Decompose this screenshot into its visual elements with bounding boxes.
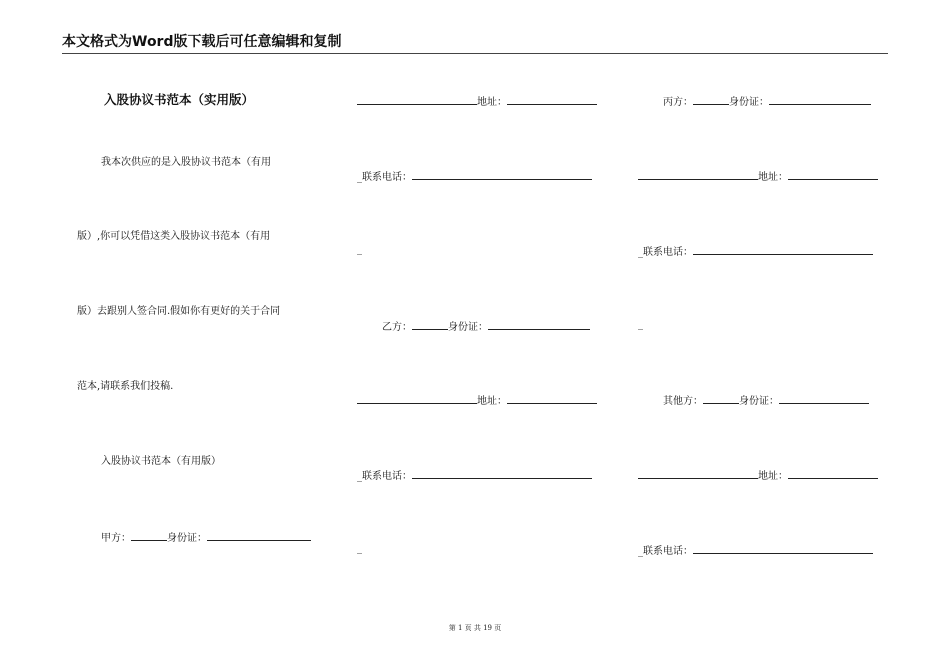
address-blank-pre-2 (357, 392, 477, 404)
phone-label-3: _联系电话： (638, 247, 693, 258)
phone-row-3 (638, 243, 873, 260)
intro-line-4: 范本,请联系我们投稿. (77, 381, 174, 392)
phone-blank-4 (693, 542, 873, 554)
party-a-name-blank (131, 529, 167, 541)
phone-blank-2 (412, 467, 592, 479)
address-blank-pre (357, 93, 477, 105)
address-blank-3 (788, 168, 878, 180)
party-c-name-blank (693, 93, 729, 105)
party-b-label: 乙方： (382, 322, 412, 333)
phone-row-4 (638, 542, 873, 559)
party-c-label: 丙方： (663, 97, 693, 108)
party-b-id-label: 身份证： (448, 322, 488, 333)
other-party-row (663, 392, 869, 409)
phone-label-4: _联系电话： (638, 546, 693, 557)
party-a-id-blank (207, 529, 311, 541)
party-a-id-label: 身份证： (167, 533, 207, 544)
agreement-subtitle: 入股协议书范本（有用版） (101, 456, 221, 467)
dash-2: _ (357, 543, 362, 554)
address-label-4: 地址： (758, 471, 788, 482)
party-b-name-blank (412, 318, 448, 330)
party-b-id-blank (488, 318, 590, 330)
dash-1: _ (357, 244, 362, 255)
address-row-4 (638, 467, 878, 484)
document-header: 本文格式为Word版下载后可任意编辑和复制 (62, 33, 888, 54)
address-blank (507, 93, 597, 105)
document-title: 入股协议书范本（实用版） (104, 92, 255, 107)
intro-line-2: 版）,你可以凭借这类入股协议书范本（有用 (77, 231, 271, 242)
party-a-label: 甲方： (101, 533, 131, 544)
party-a-row (101, 529, 311, 546)
address-label: 地址： (477, 97, 507, 108)
intro-line-3: 版）去跟别人签合同.假如你有更好的关于合同 (77, 306, 281, 317)
party-b-row (382, 318, 590, 335)
other-party-id-label: 身份证： (739, 396, 779, 407)
phone-blank-3 (693, 243, 873, 255)
phone-blank (412, 168, 592, 180)
party-c-row (663, 93, 871, 110)
address-blank-pre-3 (638, 168, 758, 180)
intro-line-1: 我本次供应的是入股协议书范本（有用 (101, 157, 271, 168)
phone-label: _联系电话： (357, 172, 412, 183)
party-c-id-label: 身份证： (729, 97, 769, 108)
page-footer: 第 1 页 共 19 页 (448, 624, 502, 632)
other-party-name-blank (703, 392, 739, 404)
dash-3: _ (638, 319, 643, 330)
party-c-id-blank (769, 93, 871, 105)
address-row-2 (357, 392, 597, 409)
phone-row-1 (357, 168, 592, 185)
address-row-1 (357, 93, 597, 110)
address-blank-2 (507, 392, 597, 404)
address-blank-4 (788, 467, 878, 479)
other-party-id-blank (779, 392, 869, 404)
address-label-2: 地址： (477, 396, 507, 407)
address-label-3: 地址： (758, 172, 788, 183)
phone-row-2 (357, 467, 592, 484)
phone-label-2: _联系电话： (357, 471, 412, 482)
other-party-label: 其他方： (663, 396, 703, 407)
address-row-3 (638, 168, 878, 185)
address-blank-pre-4 (638, 467, 758, 479)
